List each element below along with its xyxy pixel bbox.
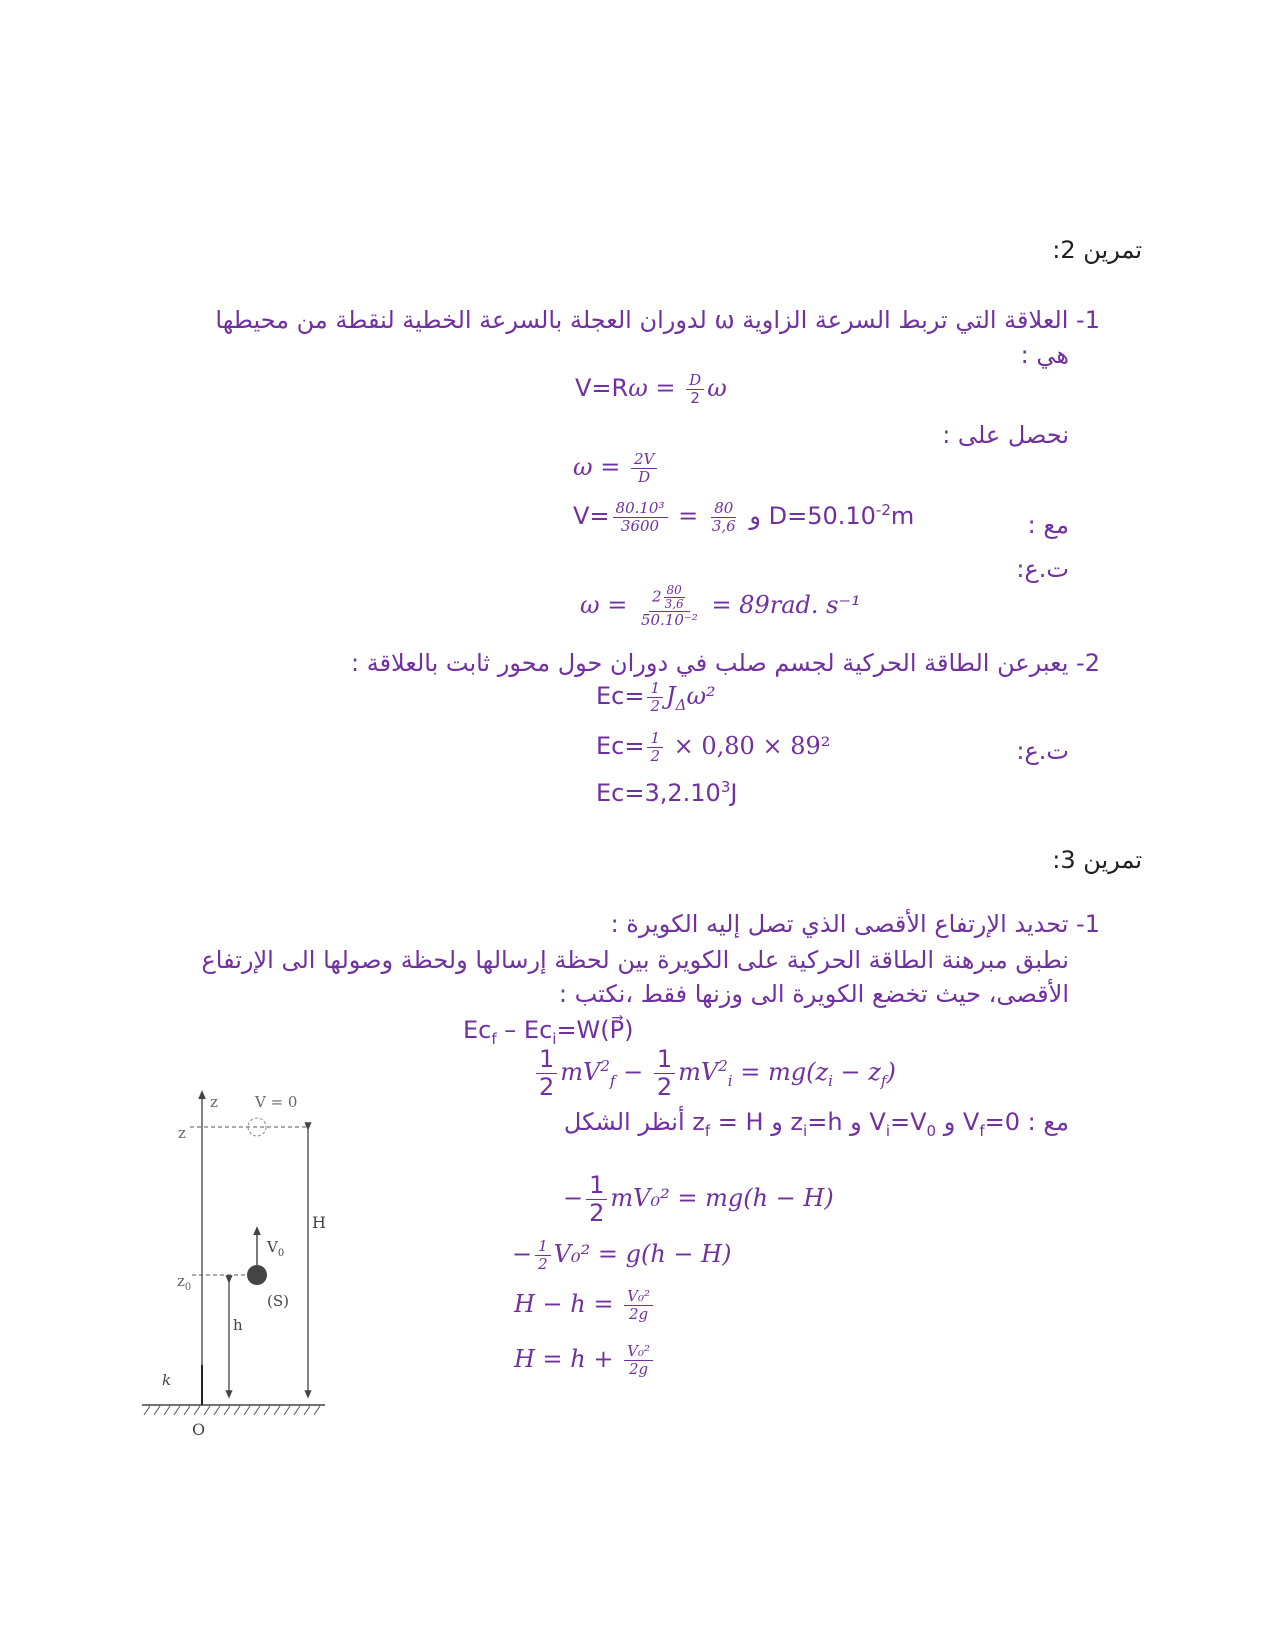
ex3-q1-text: تحديد الإرتفاع الأقصى الذي تصل إليه الكويرة : (610, 910, 1069, 938)
cond-zi: i (803, 1121, 808, 1140)
frac-den: 3,6 (711, 517, 736, 535)
frac-den: D (638, 468, 651, 486)
frac-den: 2 (650, 697, 661, 715)
ex3-paragraph-line1: نطبق مبرهنة الطاقة الحركية على الكويرة بين لحظة إرسالها ولحظة وصولها الى الإرتفاع (201, 946, 1069, 974)
frac-num: 2V (631, 451, 657, 469)
exercise-3-heading: تمرين 3: (1052, 846, 1142, 874)
z0-sub: 0 (184, 1282, 192, 1293)
frac-num: V₀² (624, 1288, 653, 1306)
eq3-v: V= (573, 502, 610, 530)
fraction-half (536, 1046, 557, 1101)
z-axis-label: z (210, 1093, 218, 1111)
fraction-half (647, 730, 663, 765)
eq3-d: D=50.10 (768, 502, 876, 530)
frac-den: 2g (628, 1305, 649, 1323)
fraction-half (586, 1172, 607, 1227)
ex3-q1-number: 1- (1076, 910, 1100, 938)
ex2-numeric-app-label-2: ت.ع: (1016, 737, 1069, 765)
origin-label: O (192, 1420, 206, 1439)
eqB-minus: − (615, 1058, 651, 1086)
frac-den: 2 (589, 1199, 605, 1227)
eq4-right: = 89rad. s⁻¹ (703, 591, 861, 619)
ec3-unit: J (730, 779, 738, 807)
cond-3: =V (889, 1108, 927, 1136)
projectile-figure (130, 1080, 340, 1450)
ball-s (247, 1265, 267, 1285)
ex2-q2-number: 2- (1076, 649, 1100, 677)
cond-4: و z (790, 1108, 870, 1136)
eqC-minus: − (563, 1184, 584, 1212)
equation-v-r-omega (575, 372, 727, 407)
equation-d (512, 1238, 731, 1273)
frac-num: 1 (586, 1172, 607, 1200)
equation-v-value (573, 500, 914, 535)
frac-num: V₀² (624, 1343, 653, 1361)
fraction-omega-numeric (638, 584, 701, 629)
ex3-with-conditions (564, 1108, 1069, 1140)
frac-den: 2 (650, 747, 661, 765)
eq1-left: V=R (575, 374, 629, 402)
ec2-right: × 0,80 × 89² (666, 732, 831, 760)
fraction-80e3-over-3600 (613, 500, 668, 535)
equation-c (563, 1172, 834, 1227)
eqA-sub-i: i (552, 1029, 557, 1048)
ex2-q2-text: يعبرعن الطاقة الحركية لجسم صلب في دوران حول محور ثابت بالعلاقة : (350, 649, 1069, 677)
v-zero-label: V = 0 (255, 1093, 298, 1111)
fraction-half (647, 680, 663, 715)
ec1-j-sub: Δ (675, 695, 687, 714)
h-big-label: H (312, 1213, 326, 1232)
eqB-close: ) (886, 1058, 896, 1086)
eq3-unit: m (890, 502, 915, 530)
eqB-zf: f (880, 1071, 887, 1090)
ec3-exponent: 3 (720, 778, 731, 796)
eqB-mv: mV (560, 1058, 601, 1086)
cond-v0: 0 (926, 1121, 937, 1140)
cond-2: =0 و V (869, 1108, 1021, 1136)
ex2-with-label: مع : (1027, 511, 1069, 539)
frac-den: 2g (628, 1360, 649, 1378)
frac-num: 1 (647, 680, 663, 698)
eq3-equals: = (670, 502, 706, 530)
nested-fraction (662, 584, 687, 611)
ec1-left: Ec= (596, 682, 645, 710)
z0-label (177, 1272, 191, 1293)
z0-z: z (177, 1272, 185, 1290)
frac-den: 3600 (620, 517, 660, 535)
cond-1: مع : V (962, 1108, 1069, 1136)
eq4-left: ω = (580, 591, 635, 619)
frac-den: 2 (690, 389, 700, 407)
equation-ec-formula (596, 680, 716, 715)
equation-kinetic-theorem (463, 1016, 633, 1048)
fraction-half (654, 1046, 675, 1101)
ec1-j: J (666, 682, 676, 710)
v0-sub: 0 (277, 1248, 285, 1259)
equation-omega-numeric (580, 584, 861, 629)
s-label: (S) (267, 1292, 289, 1310)
ex2-q1-line2: هي : (1020, 341, 1069, 369)
eqC-right: mV₀² = mg(h − H) (610, 1184, 834, 1212)
frac-num: 80 (664, 584, 685, 598)
ex2-q1-number: 1- (1076, 306, 1100, 334)
eqA-right: =W(P⃗) (556, 1016, 634, 1044)
v0-label (266, 1238, 284, 1259)
equation-ec-result (596, 778, 737, 807)
ec1-omega2: ω² (686, 682, 716, 710)
eqA-mid: – Ec (496, 1016, 553, 1044)
eqB-sub-i: i (727, 1071, 733, 1090)
ex3-paragraph-line2: الأقصى، حيث تخضع الكويرة الى وزنها فقط ،نكتب : (558, 980, 1069, 1008)
ex3-q1-line (611, 910, 1100, 938)
frac-den: 2 (538, 1255, 548, 1273)
equation-energy-expanded: $\frac{1}{2}$ $mV^2_f$ − $\frac{1}{2}$ $mV^2_i = mg(z_i - z_f)$ (533, 1046, 896, 1101)
eqB-mv2: mV (678, 1058, 719, 1086)
cond-vf: f (979, 1121, 985, 1140)
equation-omega-2v-d (573, 451, 660, 486)
eqF-left: H = h + (514, 1345, 622, 1373)
eqA-sub-f: f (491, 1029, 497, 1048)
cond-5: =h و z (692, 1108, 843, 1136)
eq3-d-exponent: -2 (875, 501, 891, 519)
frac-den: 2 (656, 1073, 673, 1101)
eq4-num-a: 2 (652, 587, 662, 606)
cond-6: = H أنظر الشكل (563, 1108, 764, 1136)
equation-f (514, 1343, 656, 1378)
eq1-omega: ω (628, 374, 648, 402)
ec3-value: Ec=3,2.10 (596, 779, 721, 807)
cond-vi: i (885, 1121, 890, 1140)
ex2-q1-line1 (215, 306, 1100, 334)
eqD-right: V₀² = g(h − H) (553, 1240, 732, 1268)
fraction-half (535, 1238, 551, 1273)
equation-ec-numeric (596, 730, 830, 765)
frac-num: D (686, 372, 704, 390)
eqB-zi: i (828, 1071, 833, 1090)
ex2-numeric-app-label: ت.ع: (1016, 555, 1069, 583)
eqA-ec: Ec (463, 1016, 492, 1044)
eqB-mid: − z (832, 1058, 881, 1086)
frac-den: 2 (539, 1073, 555, 1101)
fraction-v0sq-over-2g (624, 1343, 653, 1378)
fraction-80-over-3-6 (709, 500, 739, 535)
fraction-v0sq-over-2g (624, 1288, 653, 1323)
cond-zf: f (704, 1121, 711, 1140)
ec2-left: Ec= (596, 732, 645, 760)
frac-num: 1 (535, 1238, 551, 1256)
exercise-2-heading: تمرين 2: (1052, 236, 1142, 264)
ex2-q2-line (351, 649, 1100, 677)
ex2-q1-text: العلاقة التي تربط السرعة الزاوية ω لدوران العجلة بالسرعة الخطية لنقطة من محيطها (215, 306, 1069, 334)
eqB-sub-f: f (609, 1071, 616, 1090)
k-label: k (162, 1371, 172, 1389)
ground-hatching (144, 1406, 320, 1415)
frac-num: 80 (711, 500, 736, 518)
eqB-right: = mg(z (732, 1058, 829, 1086)
fraction-2v-over-d (631, 451, 657, 486)
eq3-and: و (741, 502, 769, 530)
ex2-obtain-label: نحصل على : (942, 421, 1069, 449)
eqE-left: H − h = (514, 1290, 622, 1318)
frac-den: 3,6 (664, 597, 684, 611)
eqD-minus: − (512, 1240, 533, 1268)
fraction-d-over-2 (686, 372, 704, 407)
equation-e (514, 1288, 656, 1323)
eq2-left: ω = (573, 453, 628, 481)
zf-label: z (178, 1124, 186, 1142)
eq1-omega-2: ω (707, 374, 727, 402)
frac-num: 1 (654, 1046, 675, 1074)
frac-num: 1 (536, 1046, 557, 1074)
v0-v: V (267, 1238, 278, 1256)
eq1-equals: = (647, 374, 684, 402)
frac-num: 1 (647, 730, 663, 748)
h-small-label: h (233, 1316, 243, 1334)
frac-num: 80.10³ (613, 500, 668, 518)
frac-den: 50.10⁻² (640, 611, 698, 629)
frac-num (649, 584, 690, 612)
